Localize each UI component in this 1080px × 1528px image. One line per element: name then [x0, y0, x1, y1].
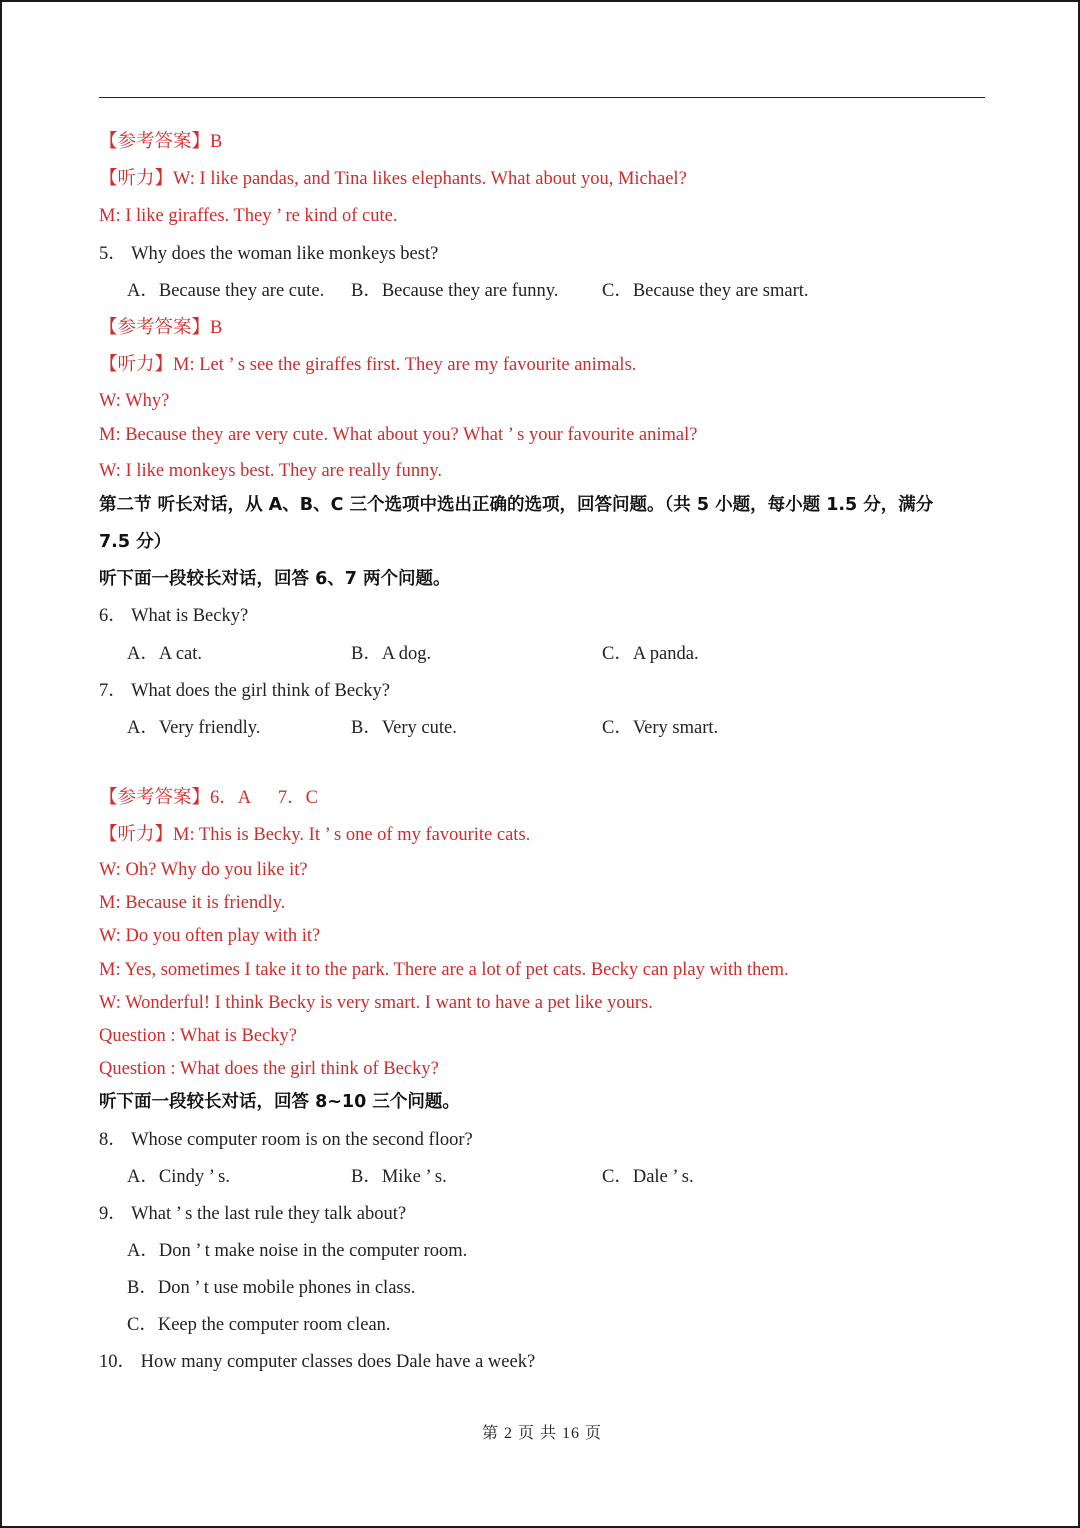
transcript-line: M: Yes, sometimes I take it to the park. There are a lot of pet cats. Becky can play with them. [99, 960, 789, 980]
transcript-line: W: I like monkeys best. They are really funny. [99, 461, 442, 481]
option-a: A．Don ’ t make noise in the computer room. [127, 1241, 468, 1261]
transcript-line: W: Wonderful! I think Becky is very smart. I want to have a pet like yours. [99, 993, 653, 1013]
transcript-line: W: Why? [99, 391, 170, 411]
option-a: A．Because they are cute. [127, 281, 325, 301]
answer-tag: 【参考答案】 [99, 318, 211, 338]
option-b: B．Because they are funny. [351, 281, 559, 301]
question-10 [99, 1350, 535, 1374]
header-rule [99, 97, 985, 98]
transcript-line [99, 353, 636, 377]
instruction: 听下面一段较长对话，回答 8~10 三个问题。 [99, 1092, 460, 1112]
answer-line [99, 786, 318, 810]
option-c: C．A panda. [602, 644, 699, 664]
option-b: B．Mike ’ s. [351, 1167, 447, 1187]
option-a: A．Cindy ’ s. [127, 1167, 230, 1187]
answer-value: B [210, 132, 223, 152]
question-8 [99, 1128, 473, 1152]
transcript-line: M: Because it is friendly. [99, 893, 286, 913]
transcript-question: Question : What is Becky? [99, 1026, 297, 1046]
option-c: C．Dale ’ s. [602, 1167, 694, 1187]
question-5 [99, 242, 438, 266]
question-7 [99, 679, 390, 703]
question-text: Why does the woman like monkeys best? [131, 244, 439, 264]
option-a: A．Very friendly. [127, 718, 261, 738]
transcript-text: W: I like pandas, and Tina likes elephants. What about you, Michael? [173, 169, 687, 189]
answer-line [99, 130, 222, 154]
option-b: B．A dog. [351, 644, 432, 664]
section-heading-cont: 7.5 分） [99, 532, 172, 552]
option-b: B．Very cute. [351, 718, 457, 738]
question-number: 10． [99, 1352, 137, 1372]
answer-value: 6．A 7．C [210, 788, 318, 808]
listening-tag: 【听力】 [99, 355, 174, 375]
transcript-question: Question : What does the girl think of Becky? [99, 1059, 439, 1079]
question-number: 6． [99, 606, 127, 626]
transcript-line: W: Oh? Why do you like it? [99, 860, 308, 880]
option-c: C．Because they are smart. [602, 281, 809, 301]
option-a: A．A cat. [127, 644, 203, 664]
answer-value: B [210, 318, 223, 338]
question-6 [99, 604, 248, 628]
question-number: 8． [99, 1130, 127, 1150]
question-text: How many computer classes does Dale have a week? [140, 1352, 536, 1372]
transcript-text: M: This is Becky. It ’ s one of my favourite cats. [173, 825, 531, 845]
option-b: B．Don ’ t use mobile phones in class. [127, 1278, 416, 1298]
section-heading: 第二节 听长对话，从 A、B、C 三个选项中选出正确的选项，回答问题。（共 5 小题，每小题 1.5 分，满分 [99, 495, 934, 515]
listening-tag: 【听力】 [99, 169, 174, 189]
question-text: What does the girl think of Becky? [131, 681, 390, 701]
question-text: What is Becky? [131, 606, 249, 626]
answer-tag: 【参考答案】 [99, 788, 211, 808]
transcript-line: M: Because they are very cute. What about you? What ’ s your favourite animal? [99, 425, 698, 445]
question-9 [99, 1202, 406, 1226]
question-text: What ’ s the last rule they talk about? [131, 1204, 407, 1224]
question-number: 5． [99, 244, 127, 264]
page-footer: 第 2 页 共 16 页 [481, 1425, 602, 1442]
instruction: 听下面一段较长对话，回答 6、7 两个问题。 [99, 569, 451, 589]
question-number: 7． [99, 681, 127, 701]
option-c: C．Keep the computer room clean. [127, 1315, 391, 1335]
transcript-line: M: I like giraffes. They ’ re kind of cute. [99, 206, 398, 226]
question-text: Whose computer room is on the second floor? [131, 1130, 473, 1150]
transcript-line: W: Do you often play with it? [99, 926, 321, 946]
listening-tag: 【听力】 [99, 825, 174, 845]
answer-tag: 【参考答案】 [99, 132, 211, 152]
option-c: C．Very smart. [602, 718, 719, 738]
question-number: 9． [99, 1204, 127, 1224]
transcript-line [99, 167, 687, 191]
transcript-line [99, 823, 530, 847]
transcript-text: M: Let ’ s see the giraffes first. They are my favourite animals. [173, 355, 637, 375]
answer-line [99, 316, 222, 340]
